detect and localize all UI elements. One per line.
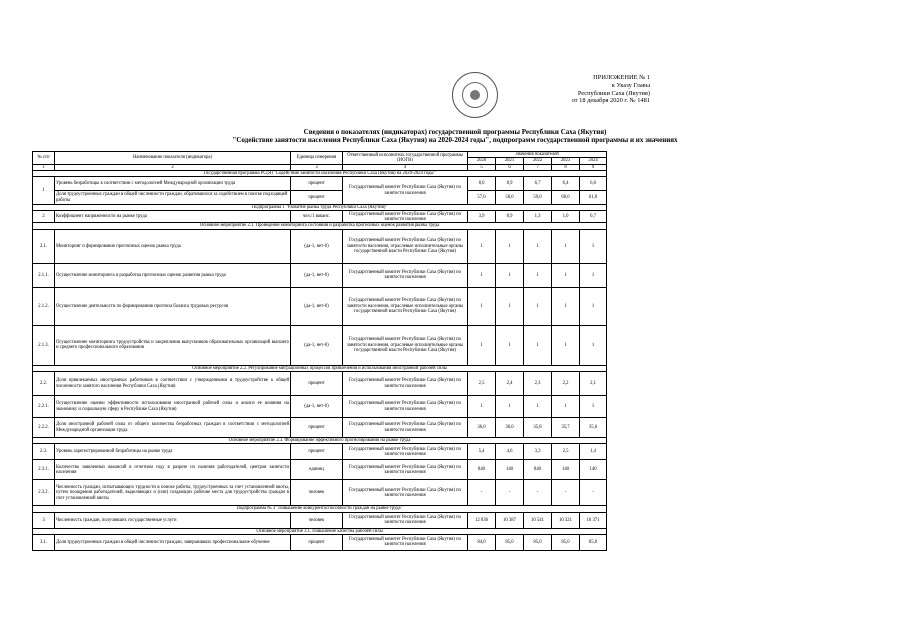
row-executor: Государственный комитет Республики Саха (Якутия) по занятости населения bbox=[343, 211, 468, 223]
row-value: 6,4 bbox=[552, 177, 580, 191]
header-year: 2024 bbox=[580, 158, 607, 164]
row-value: - bbox=[580, 480, 607, 506]
table-row bbox=[33, 480, 607, 506]
row-value: 59,0 bbox=[524, 191, 552, 205]
row-value: 1 bbox=[524, 396, 552, 418]
table-row bbox=[33, 229, 607, 263]
official-seal bbox=[452, 72, 498, 118]
row-unit: процент bbox=[291, 418, 343, 438]
header-year: 2022 bbox=[524, 158, 552, 164]
row-value: 12 036 bbox=[468, 512, 496, 528]
row-value: 36,0 bbox=[496, 418, 524, 438]
row-unit: человек bbox=[291, 480, 343, 506]
row-value: 1 bbox=[552, 396, 580, 418]
row-value: 10 541 bbox=[524, 512, 552, 528]
row-value: 1 bbox=[580, 287, 607, 325]
row-value: 140 bbox=[552, 460, 580, 480]
row-value: - bbox=[496, 480, 524, 506]
row-value: 6,7 bbox=[524, 177, 552, 191]
table-row bbox=[33, 396, 607, 418]
row-executor: Государственный комитет Республики Саха (Якутия) по занятости населения bbox=[343, 534, 468, 550]
row-num: 2.3.2. bbox=[33, 480, 55, 506]
row-value: 1 bbox=[580, 229, 607, 263]
row-value: 1 bbox=[580, 325, 607, 365]
row-value: 140 bbox=[496, 460, 524, 480]
row-name: Уровень безработицы в соответствии с методологией Международной организации труда bbox=[55, 177, 291, 191]
document-title: Сведения о показателях (индикаторах) государственной программы Республики Саха (Якутия) bbox=[303, 128, 607, 136]
row-value: 1 bbox=[552, 287, 580, 325]
row-value: 36,0 bbox=[468, 418, 496, 438]
row-value: 1,0 bbox=[552, 211, 580, 223]
row-executor: Государственный комитет Республики Саха (Якутия) по занятости населения bbox=[343, 460, 468, 480]
row-name: Уровень зарегистрированной безработицы на рынке труда bbox=[55, 444, 291, 460]
row-value: 2,1 bbox=[580, 372, 607, 396]
row-value: 840 bbox=[524, 460, 552, 480]
row-value: 840 bbox=[468, 460, 496, 480]
col-number: 6 bbox=[496, 164, 524, 170]
row-value: 1 bbox=[468, 287, 496, 325]
row-num: 1 bbox=[33, 177, 55, 205]
table-row bbox=[33, 512, 607, 528]
row-value: 6,0 bbox=[580, 177, 607, 191]
row-num: 2.1.2. bbox=[33, 287, 55, 325]
row-unit: (да-1, нет-0) bbox=[291, 229, 343, 263]
col-number: 8 bbox=[552, 164, 580, 170]
section-heading: Подпрограмма 1 "Развитие рынка труда Республики Саха (Якутия)" bbox=[33, 205, 607, 211]
row-unit: процент bbox=[291, 534, 343, 550]
document-subtitle: "Содействие занятости населения Республики Саха (Якутия) на 2020-2024 годы", подпрограмм государственной программы и их значениях bbox=[232, 136, 678, 144]
row-value: 2,2 bbox=[552, 372, 580, 396]
col-number: 4 bbox=[343, 164, 468, 170]
header-values: Значения показателей bbox=[468, 152, 607, 158]
row-executor: Государственный комитет Республики Саха (Якутия) по занятости населения, отраслевые исполнительные органы государственной власти Республики Саха (Якутия) bbox=[343, 287, 468, 325]
row-value: 85,0 bbox=[496, 534, 524, 550]
row-value: 1 bbox=[580, 396, 607, 418]
row-name: Осуществление мониторинга трудоустройства и закрепления выпускников образовательных организаций высшего и среднего профессионального образования bbox=[55, 325, 291, 365]
row-value: 10 371 bbox=[580, 512, 607, 528]
row-num: 2.2.2. bbox=[33, 418, 55, 438]
row-name: Осуществление мониторинга и разработка прогнозных оценок развития рынка труда bbox=[55, 263, 291, 287]
header-name: Наименование показателя (индикатора) bbox=[55, 152, 291, 165]
row-value: 1 bbox=[524, 287, 552, 325]
row-unit: процент bbox=[291, 372, 343, 396]
row-value: - bbox=[468, 480, 496, 506]
appendix-line: к Указу Главы bbox=[611, 81, 650, 89]
row-unit: (да-1, нет-0) bbox=[291, 396, 343, 418]
row-value: 8,9 bbox=[496, 177, 524, 191]
header-year: 2021 bbox=[496, 158, 524, 164]
col-number: 5 bbox=[468, 164, 496, 170]
row-value: 61,0 bbox=[580, 191, 607, 205]
table-row bbox=[33, 287, 607, 325]
row-value: 1 bbox=[524, 263, 552, 287]
row-value: 1 bbox=[468, 396, 496, 418]
table-row bbox=[33, 211, 607, 223]
row-value: 2,5 bbox=[552, 444, 580, 460]
row-executor: Государственный комитет Республики Саха (Якутия) по занятости населения bbox=[343, 396, 468, 418]
seal-emblem bbox=[470, 90, 480, 100]
row-name: Численность граждан, испытывающих трудности в поиске работы, трудоустроенных за счет установленной квоты, путем поощрения работодателей, выделяющих и (или) создающих рабочие места для трудоустройства граждан в счет установленной квоты bbox=[55, 480, 291, 506]
row-unit: (да-1, нет-0) bbox=[291, 263, 343, 287]
row-value: 1 bbox=[552, 229, 580, 263]
table-row bbox=[33, 263, 607, 287]
row-value: 2,5 bbox=[468, 372, 496, 396]
row-num: 2.1. bbox=[33, 229, 55, 263]
row-value: 3,9 bbox=[468, 211, 496, 223]
row-value: 10 387 bbox=[496, 512, 524, 528]
row-value: 1 bbox=[552, 263, 580, 287]
row-value: 1 bbox=[468, 263, 496, 287]
row-num: 2.1.3. bbox=[33, 325, 55, 365]
table-row bbox=[33, 444, 607, 460]
row-value: 0,7 bbox=[580, 211, 607, 223]
row-name: Численность граждан, получивших государственные услуги bbox=[55, 512, 291, 528]
row-value: 1 bbox=[496, 229, 524, 263]
col-number: 3 bbox=[291, 164, 343, 170]
row-executor: Государственный комитет Республики Саха (Якутия) по занятости населения bbox=[343, 480, 468, 506]
row-value: 1 bbox=[496, 263, 524, 287]
row-executor: Государственный комитет Республики Саха (Якутия) по занятости населения bbox=[343, 177, 468, 205]
row-unit: процент bbox=[291, 177, 343, 191]
row-value: 1 bbox=[524, 229, 552, 263]
row-num: 3 bbox=[33, 512, 55, 528]
header-unit: Единица измерения bbox=[291, 152, 343, 165]
row-name: Доля привлекаемых иностранных работников в соответствии с утвержденными в трудоустройстве к общей численности занятого населения Республики Саха (Якутия) bbox=[55, 372, 291, 396]
appendix-line: Республики Саха (Якутия) bbox=[577, 89, 650, 97]
row-value: 1 bbox=[496, 325, 524, 365]
row-name: Доля иностранной рабочей силы от общего количества безработных граждан в соответствии с методологией Международной организации труда bbox=[55, 418, 291, 438]
row-value: 10 321 bbox=[552, 512, 580, 528]
appendix-title: ПРИЛОЖЕНИЕ № 1 bbox=[593, 74, 650, 81]
row-name: Доля трудоустроенных граждан в общей численности граждан, завершивших профессиональное обучение bbox=[55, 534, 291, 550]
row-value: 3,3 bbox=[524, 444, 552, 460]
row-value: - bbox=[552, 480, 580, 506]
row-num: 2.3. bbox=[33, 444, 55, 460]
row-value: 85,0 bbox=[524, 534, 552, 550]
row-executor: Государственный комитет Республики Саха (Якутия) по занятости населения, отраслевые исполнительные органы государственной власти Республики Саха (Якутия) bbox=[343, 229, 468, 263]
row-value: 35,7 bbox=[552, 418, 580, 438]
row-num: 2.3.1. bbox=[33, 460, 55, 480]
row-name: Коэффициент напряженности на рынке труда bbox=[55, 211, 291, 223]
row-unit: человек bbox=[291, 512, 343, 528]
row-value: 2,4 bbox=[496, 372, 524, 396]
row-value: 1 bbox=[552, 325, 580, 365]
row-value: 1 bbox=[496, 287, 524, 325]
row-name: Осуществление оценки эффективности использования иностранной рабочей силы и анализ ее влияния на экономику и социальную сферу в Республике Саха (Якутия) bbox=[55, 396, 291, 418]
row-value: 5,4 bbox=[468, 444, 496, 460]
row-unit: процент bbox=[291, 191, 343, 205]
row-name: Количество заявленных вакансий в отчетном году в разрезе их наличия работодателей, центров занятости населения bbox=[55, 460, 291, 480]
row-value: - bbox=[524, 480, 552, 506]
row-value: 58,0 bbox=[496, 191, 524, 205]
row-value: 1 bbox=[580, 263, 607, 287]
row-value: 85,0 bbox=[580, 534, 607, 550]
row-value: 8,9 bbox=[496, 211, 524, 223]
table-row bbox=[33, 460, 607, 480]
row-num: 2.2.1. bbox=[33, 396, 55, 418]
section-heading: Основное мероприятие 2.3. Формирование эффективного прогнозирования на рынке труда bbox=[33, 438, 607, 444]
col-number: 1 bbox=[33, 164, 55, 170]
header-num: № п/п bbox=[33, 152, 55, 165]
col-number: 2 bbox=[55, 164, 291, 170]
row-value: 1 bbox=[468, 229, 496, 263]
row-value: 60,0 bbox=[552, 191, 580, 205]
row-name: Доля трудоустроенных граждан в общей численности граждан, обратившихся за содействием в поиске подходящей работы bbox=[55, 191, 291, 205]
table-row bbox=[33, 325, 607, 365]
row-executor: Государственный комитет Республики Саха (Якутия) по занятости населения bbox=[343, 444, 468, 460]
col-number: 9 bbox=[580, 164, 607, 170]
row-value: 1 bbox=[468, 325, 496, 365]
header-executor: Ответственный исполнитель государственной программы (ИОГВ) bbox=[343, 152, 468, 165]
row-name: Мониторинг и формирование прогнозных оценок рынка труда bbox=[55, 229, 291, 263]
section-heading: Основное мероприятие 2.1. Проведение мониторинга состояния и разработка прогнозных оценок развития рынка труда bbox=[33, 223, 607, 229]
section-heading: Государственная программа РС(Я) "Содействие занятости населения Республики Саха (Якутия) на 2020-2024 годы" bbox=[33, 170, 607, 176]
row-num: 2 bbox=[33, 211, 55, 223]
row-unit: единиц bbox=[291, 460, 343, 480]
row-unit: (да-1, нет-0) bbox=[291, 287, 343, 325]
table-row bbox=[33, 191, 607, 205]
row-value: 1,4 bbox=[580, 444, 607, 460]
appendix-header bbox=[500, 74, 650, 105]
row-value: 1 bbox=[524, 325, 552, 365]
row-value: 140 bbox=[580, 460, 607, 480]
section-heading: Основное мероприятие 2.2. Регулирование миграционных процессов привлечения и использования иностранной рабочей силы bbox=[33, 365, 607, 371]
row-value: 8,0 bbox=[468, 177, 496, 191]
section-heading: Подпрограмма № 3 "Повышение конкурентоспособности граждан на рынке труда" bbox=[33, 506, 607, 512]
row-value: 84,0 bbox=[468, 534, 496, 550]
row-unit: процент bbox=[291, 444, 343, 460]
row-num: 2.2. bbox=[33, 372, 55, 396]
section-heading: Основное мероприятие 3.1. Повышение качества рабочей силы bbox=[33, 528, 607, 534]
row-executor: Государственный комитет Республики Саха (Якутия) по занятости населения bbox=[343, 418, 468, 438]
row-value: 4,6 bbox=[496, 444, 524, 460]
header-year: 2020 bbox=[468, 158, 496, 164]
row-num: 3.1. bbox=[33, 534, 55, 550]
table-row bbox=[33, 372, 607, 396]
appendix-date: от 18 декабря 2020 г. № 1481 bbox=[571, 97, 650, 105]
row-executor: Государственный комитет Республики Саха (Якутия) по занятости населения bbox=[343, 372, 468, 396]
table-row bbox=[33, 418, 607, 438]
row-value: 85,0 bbox=[552, 534, 580, 550]
row-executor: Государственный комитет Республики Саха (Якутия) по занятости населения bbox=[343, 263, 468, 287]
row-num: 2.1.1. bbox=[33, 263, 55, 287]
row-value: 1 bbox=[496, 396, 524, 418]
row-unit: чел./1 ваканс. bbox=[291, 211, 343, 223]
table-row bbox=[33, 534, 607, 550]
row-name: Осуществление деятельности по формированию прогноза баланса трудовых ресурсов bbox=[55, 287, 291, 325]
row-value: 35,6 bbox=[580, 418, 607, 438]
row-executor: Государственный комитет Республики Саха (Якутия) по занятости населения, отраслевые исполнительные органы государственной власти Республики Саха (Якутия) bbox=[343, 325, 468, 365]
row-value: 35,8 bbox=[524, 418, 552, 438]
col-number: 7 bbox=[524, 164, 552, 170]
header-year: 2023 bbox=[552, 158, 580, 164]
row-unit: (да-1, нет-0) bbox=[291, 325, 343, 365]
row-executor: Государственный комитет Республики Саха (Якутия) по занятости населения bbox=[343, 512, 468, 528]
indicators-table bbox=[32, 151, 607, 551]
row-value: 1,3 bbox=[524, 211, 552, 223]
table-row bbox=[33, 177, 607, 191]
row-value: 57,0 bbox=[468, 191, 496, 205]
row-value: 2,3 bbox=[524, 372, 552, 396]
